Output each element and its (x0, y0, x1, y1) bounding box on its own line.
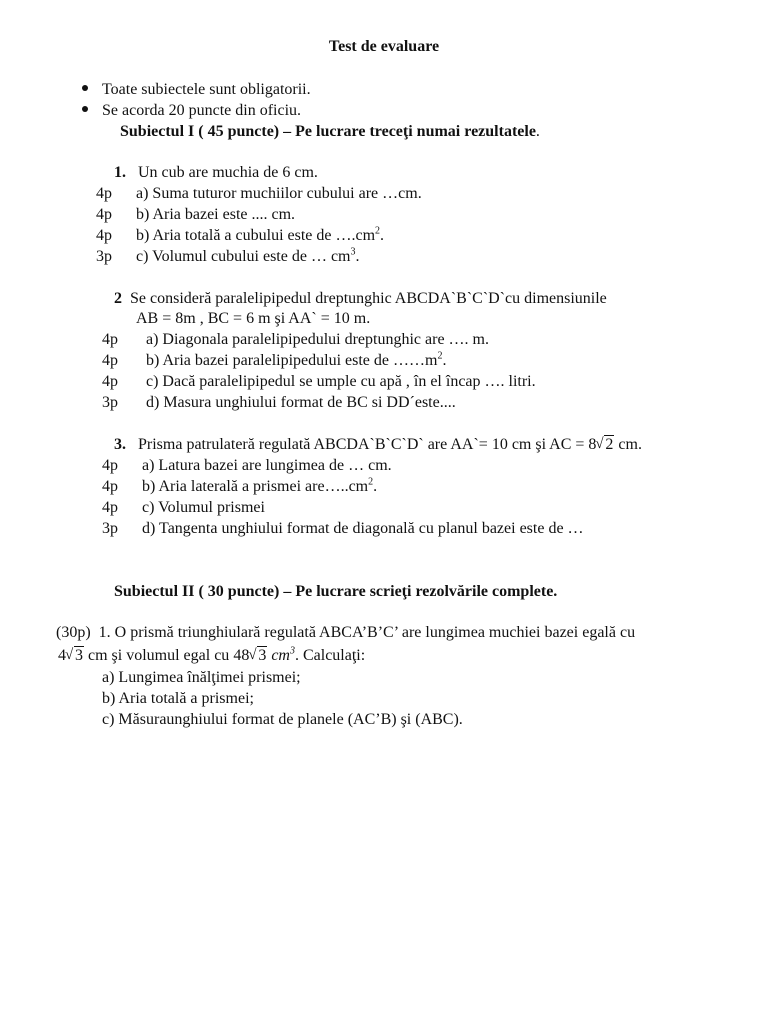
subject2-item: a) Lungimea înălţimei prismei; (102, 669, 301, 686)
problem-item: 4p b) Aria bazei paralelipipedului este de $\dots\dots m^2$. (102, 350, 447, 369)
bullet-icon (82, 106, 88, 112)
problem-item: 3p d) Tangenta unghiului format de diagonală cu planul bazei este de … (102, 520, 584, 537)
sqrt-symbol: √ 3 (249, 646, 267, 666)
problem-item: 4p a) Latura bazei are lungimea de … cm. (102, 457, 392, 474)
problem-item: 4p c) Volumul prismei (102, 499, 265, 516)
page-title: Test de evaluare (328, 38, 440, 55)
subject2-item: c) Măsuraunghiului format de planele (AC’B) şi (ABC). (102, 711, 463, 728)
problem-item: 4p a) Diagonala paralelipipedului dreptunghic are …. m. (102, 331, 489, 348)
sqrt-symbol: √ 2 (596, 435, 614, 455)
problem-2-statement: 2 Se consideră paralelipipedul dreptunghic ABCDA`B`C`D`cu dimensiunile (114, 290, 607, 307)
problem-item: 3p d) Masura unghiului format de BC si DD´este.... (102, 394, 456, 411)
subject1-heading: Subiectul I ( 45 puncte) – Pe lucrare treceţi numai rezultatele. (120, 123, 540, 140)
rule-item: Toate subiectele sunt obligatorii. (82, 80, 311, 100)
problem-item: 4p b) Aria laterală a prismei $are\dots..cm^2$. (102, 476, 378, 495)
subject2-problem-statement-cont: 4√ 3 cm şi volumul egal cu 48√ 3 $cm^3$. Calculaţi: (58, 646, 365, 666)
sqrt-symbol: √ 3 (66, 646, 84, 666)
subject2-problem-statement: (30p) 1. O prismă triunghiulară regulată ABCA’B’C’ are lungimea muchiei bazei egală cu (56, 624, 636, 641)
problem-2-statement-cont: AB = 8m , BC = 6 m şi AA` = 10 m. (136, 310, 371, 327)
problem-item: 4p c) Dacă paralelipipedul se umple cu apă , în el încap …. litri. (102, 373, 536, 390)
problem-item: 4p b) Aria bazei este .... cm. (96, 206, 296, 223)
problem-item: 3p c) Volumul cubului este de … $cm^3$. (96, 246, 360, 265)
problem-item: 4p a) Suma tuturor muchiilor cubului are …cm. (96, 185, 422, 202)
problem-3-statement: 3. Prisma patrulateră regulată ABCDA`B`C`D` are AA`= 10 cm şi AC = 8√ 2 cm. (114, 435, 642, 455)
problem-1-statement: 1. Un cub are muchia de 6 cm. (114, 164, 318, 181)
bullet-icon (82, 85, 88, 91)
subject2-item: b) Aria totală a prismei; (102, 690, 254, 707)
rule-item: Se acorda 20 puncte din oficiu. (82, 101, 301, 121)
problem-item: 4p b) Aria totală a cubului este de $\dots.cm^2$. (96, 225, 385, 244)
subject2-heading: Subiectul II ( 30 puncte) – Pe lucrare scrieţi rezolvările complete. (114, 583, 558, 600)
